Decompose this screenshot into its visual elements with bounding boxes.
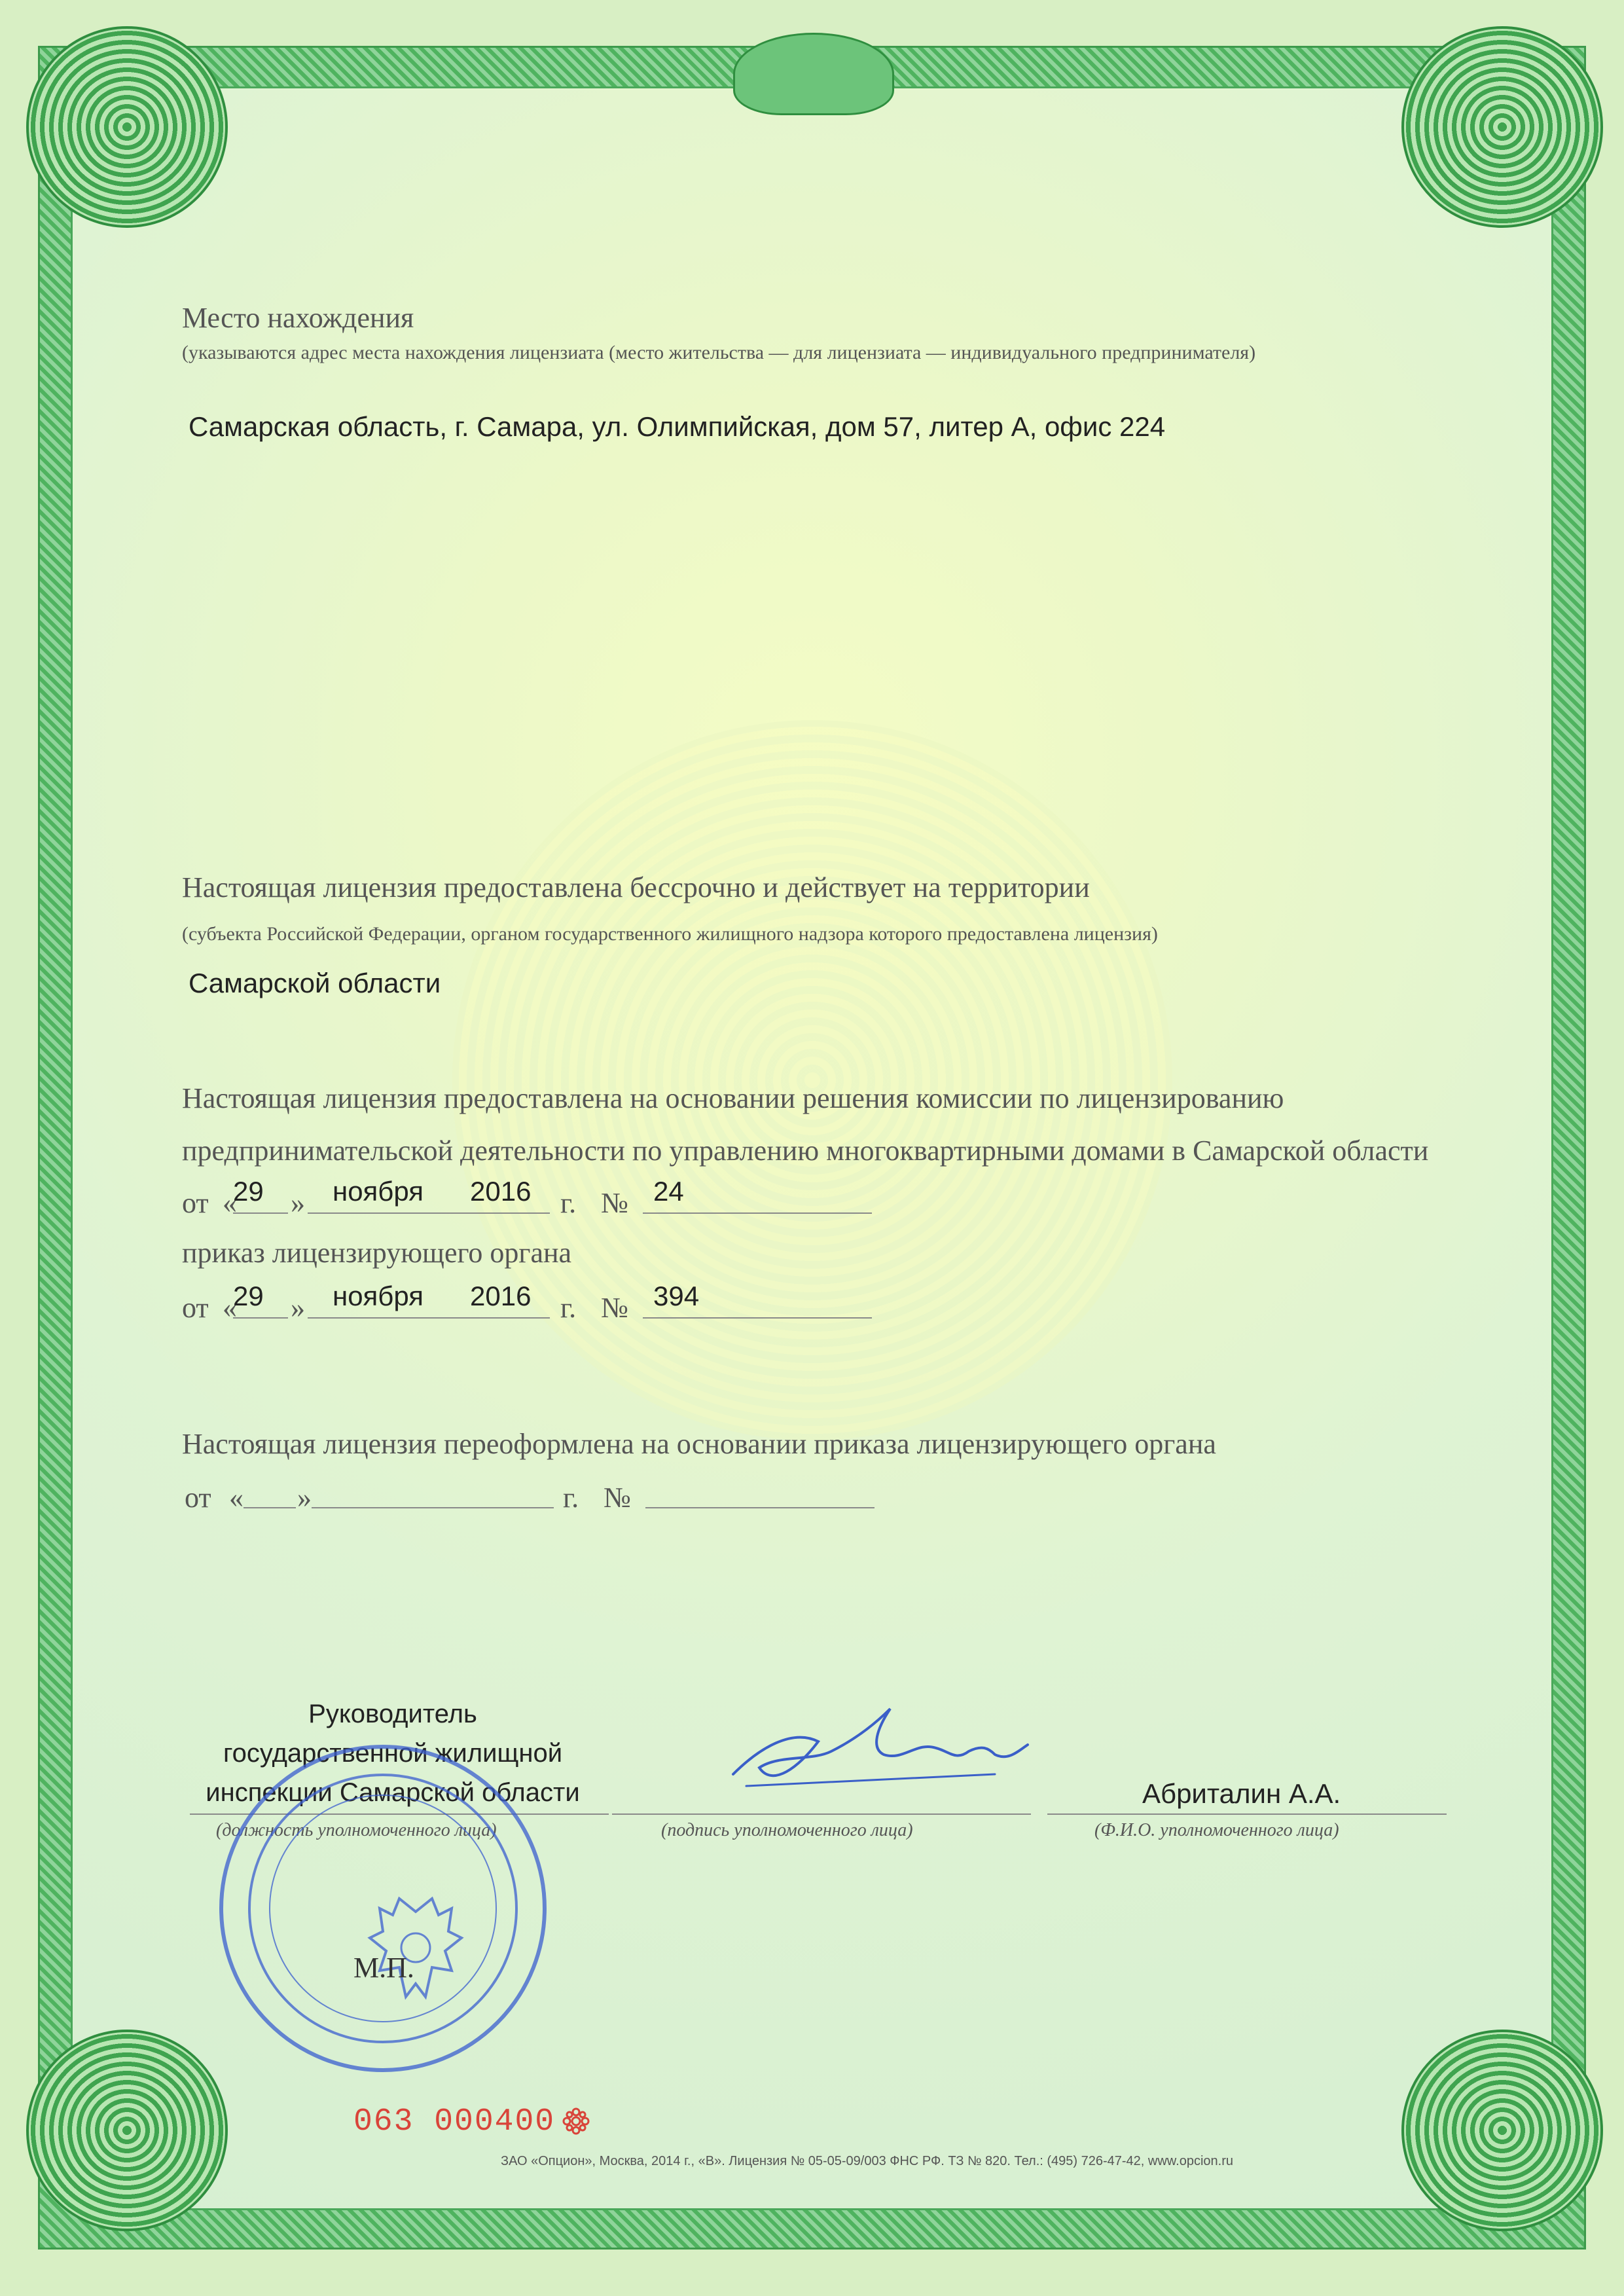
corner-rosette <box>26 26 228 228</box>
reissue-date-line <box>312 1507 554 1508</box>
address-hint: (указываются адрес места нахождения лицензиата (место жительства — для лицензиата — индивидуального предпринимателя) <box>182 342 1256 363</box>
reissue-quote-close: » <box>297 1482 312 1514</box>
reissue-number-sign: № <box>604 1482 631 1514</box>
signatory-position-line-1: Руководитель <box>308 1700 477 1728</box>
position-caption: (должность уполномоченного лица) <box>216 1820 497 1840</box>
decision-number: 24 <box>653 1176 684 1207</box>
basis-line-1: Настоящая лицензия предоставлена на основании решения комиссии по лицензированию <box>182 1082 1284 1114</box>
stamp-place-label: М.П. <box>353 1952 414 1984</box>
handwritten-signature <box>720 1689 1034 1800</box>
decision-number-sign: № <box>601 1187 628 1219</box>
decision-year-suffix: г. <box>560 1187 577 1219</box>
decision-day: 29 <box>233 1176 264 1207</box>
reissue-day-line <box>244 1507 296 1508</box>
decision-year: 2016 <box>470 1176 532 1207</box>
printer-imprint: ЗАО «Опцион», Москва, 2014 г., «В». Лицензия № 05-05-09/003 ФНС РФ. ТЗ № 820. Тел.: (495) 726-47-42, www.opcion.ru <box>501 2154 1233 2168</box>
reissue-quote-open: « <box>229 1482 244 1514</box>
order-year: 2016 <box>470 1281 532 1311</box>
order-quote-open: « <box>223 1292 237 1324</box>
order-number-sign: № <box>601 1292 628 1324</box>
order-month: ноября <box>333 1281 424 1311</box>
form-serial-number: 063 000400 <box>353 2104 556 2140</box>
order-label: приказ лицензирующего органа <box>182 1237 572 1269</box>
reissue-from-label: от <box>185 1482 211 1514</box>
signatory-position-line-3: инспекции Самарской области <box>206 1778 580 1807</box>
corner-rosette <box>26 2030 228 2231</box>
order-day: 29 <box>233 1281 264 1311</box>
territory-value: Самарской области <box>189 968 441 998</box>
order-quote-close: » <box>291 1292 305 1324</box>
order-day-line <box>233 1317 288 1319</box>
name-line <box>1047 1813 1447 1815</box>
territory-label: Настоящая лицензия предоставлена бессрочно и действует на территории <box>182 871 1090 903</box>
reissue-label: Настоящая лицензия переоформлена на основании приказа лицензирующего органа <box>182 1428 1216 1460</box>
signature-line <box>612 1813 1031 1815</box>
signature-caption: (подпись уполномоченного лица) <box>661 1820 913 1840</box>
order-date-line <box>308 1317 550 1319</box>
order-from-label: от <box>182 1292 209 1324</box>
name-caption: (Ф.И.О. уполномоченного лица) <box>1094 1820 1339 1840</box>
address-value: Самарская область, г. Самара, ул. Олимпийская, дом 57, литер А, офис 224 <box>189 411 1166 442</box>
decision-from-label: от <box>182 1187 209 1219</box>
corner-rosette <box>1401 2030 1603 2231</box>
decision-quote-close: » <box>291 1187 305 1219</box>
order-number-line <box>643 1317 872 1319</box>
guilloche-watermark <box>452 720 1172 1440</box>
top-crest-ornament <box>733 33 894 115</box>
signatory-name: Абриталин А.А. <box>1142 1778 1341 1809</box>
reissue-year-suffix: г. <box>563 1482 579 1514</box>
territory-hint: (субъекта Российской Федерации, органом государственного жилищного надзора которого предоставлена лицензия) <box>182 923 1158 945</box>
basis-line-2: предпринимательской деятельности по управлению многоквартирными домами в Самарской области <box>182 1135 1429 1167</box>
decision-date-line <box>308 1212 550 1214</box>
decision-number-line <box>643 1212 872 1214</box>
decision-quote-open: « <box>223 1187 237 1219</box>
decision-day-line <box>233 1212 288 1214</box>
flower-mark-icon <box>562 2107 590 2136</box>
reissue-number-line <box>645 1507 875 1508</box>
order-year-suffix: г. <box>560 1292 577 1324</box>
decision-month: ноября <box>333 1176 424 1207</box>
corner-rosette <box>1401 26 1603 228</box>
signatory-position-line-2: государственной жилищной <box>223 1739 563 1768</box>
address-label: Место нахождения <box>182 302 414 334</box>
order-number: 394 <box>653 1281 700 1311</box>
